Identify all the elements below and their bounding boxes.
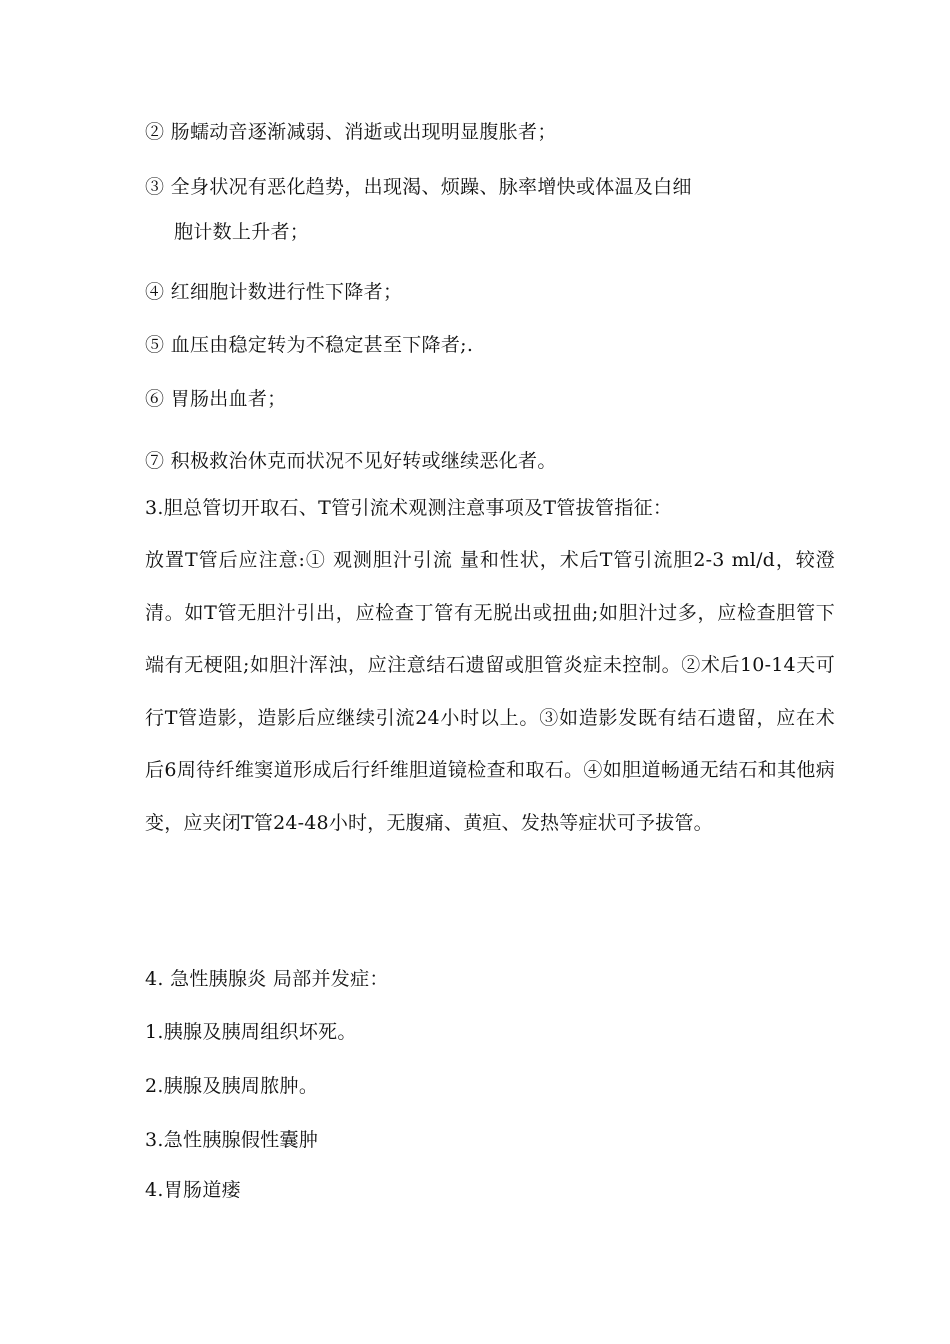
list-item-5: ⑤ 血压由稳定转为不稳定甚至下降者;.	[145, 334, 474, 356]
list-item-7: ⑦ 积极救治休克而状况不见好转或继续恶化者。	[145, 450, 557, 472]
section-3-paragraph: 放置T管后应注意:① 观测胆汁引流 量和性状，术后T管引流胆2-3 ml/d，较澄清。如T管无胆汁引出，应检查丁管有无脱出或扭曲;如胆汁过多，应检查胆管下端有无梗阻;如胆汁浑浊，应注意结石遗留或胆管炎症未控制。②术后10-14天可行T管造影，造影后应继续引流24小时以上。③如造影发既有结石遗留，应在术后6周待纤维窦道形成后行纤维胆道镜检查和取石。④如胆道畅通无结石和其他病变，应夹闭T管24-48小时，无腹痛、黄疸、发热等症状可予拔管。	[145, 549, 835, 834]
list-item-2: ② 肠蠕动音逐渐减弱、消逝或出现明显腹胀者；	[145, 121, 557, 143]
section-3-heading: 3.胆总管切开取石、T管引流术观测注意事项及T管拔管指征：	[145, 497, 673, 519]
list-item-6: ⑥ 胃肠出血者；	[145, 388, 287, 410]
list-item-4: ④ 红细胞计数进行性下降者；	[145, 281, 403, 303]
section-4-item-2: 2.胰腺及胰周脓肿。	[145, 1075, 319, 1097]
section-4-item-3: 3.急性胰腺假性囊肿	[145, 1129, 319, 1151]
section-4-item-1: 1.胰腺及胰周组织坏死。	[145, 1021, 357, 1043]
list-item-3-continuation: 胞计数上升者；	[174, 221, 310, 243]
list-item-3: ③ 全身状况有恶化趋势，出现渴、烦躁、脉率增快或体温及白细	[145, 176, 692, 198]
section-4-heading: 4. 急性胰腺炎 局部并发症：	[145, 968, 389, 990]
section-4-item-4: 4.胃肠道瘘	[145, 1179, 241, 1201]
